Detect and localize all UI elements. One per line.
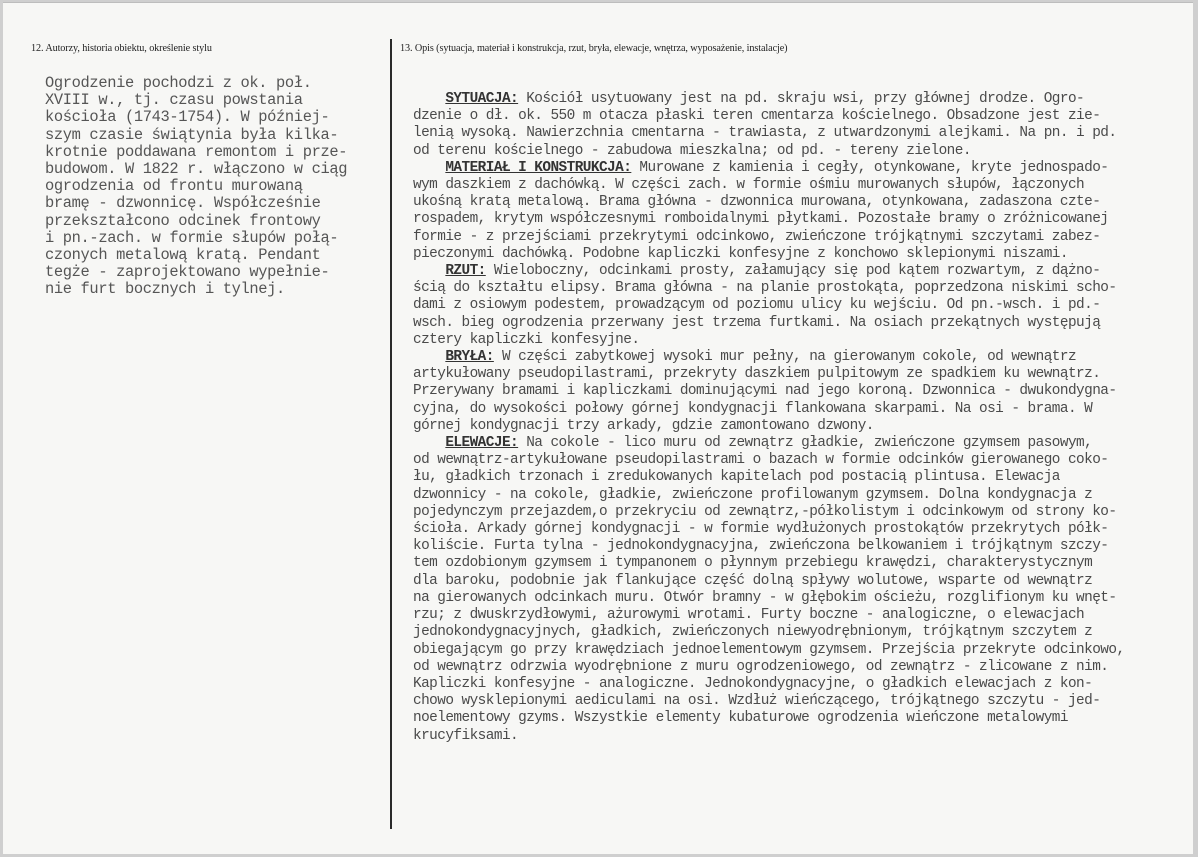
section-line [413,160,1173,177]
section-heading: SYTUACJA: [445,91,519,107]
section-line: na gierowanych odcinkach muru. Otwór bramny - w głębokim ościeżu, rozglifionym ku wnęt- [413,589,1117,606]
section-line [413,349,1173,366]
section-text: Murowane z kamienia i cegły, otynkowane, kryte jednospado- [631,159,1109,176]
section-line: od terenu kościelnego - zabudowa mieszkalna; od pd. - tereny zielone. [413,142,971,159]
section-line: wsch. bieg ogrodzenia przerwany jest trzema furtkami. Na osiach przekątnych występują [413,314,1101,331]
section-line: ścią do kształtu elipsy. Brama główna - na planie prostokąta, poprzedzona niskimi scho- [413,280,1117,297]
field-12-header: 12. Autorzy, historia obiektu, określenie stylu [31,43,212,54]
section-line: od wewnątrz-artykułowane pseudopilastrami o bazach w formie odcinków gierowanego coko- [413,452,1109,469]
section-line: rzu; z dwuskrzydłowymi, ażurowymi wrotami. Furty boczne - analogiczne, o elewacjach [413,607,1085,624]
history-line: XVIII w., tj. czasu powstania [45,91,303,110]
section-line: koliście. Furta tylna - jednokondygnacyjna, zwieńczona belkowaniem i trójkątnym szczy- [413,538,1109,555]
section-line [413,91,1173,108]
section-heading: ELEWACJE: [445,435,519,452]
section-line: krucyfiksami. [413,727,519,744]
section-line: dzwonnicy - na cokole, gładkie, zwieńczone profilowanym gzymsem. Dolna kondygnacja z [413,486,1093,503]
section-line: formie - z przejściami przekrytymi odcinkowo, zwieńczone trójkątnymi szczytami zabez- [413,228,1101,245]
history-line: tegże - zaprojektowano wypełnie- [45,263,330,282]
section-line: cztery kapliczki konfesyjne. [413,331,640,348]
section-line: noelementowy gzyms. Wszystkie elementy kubaturowe ogrodzenia wieńczone metalowymi [413,710,1068,727]
history-line: bramę - dzwonnicę. Współcześnie [45,194,321,213]
section-line: tem ozdobionym gzymsem i tympanonem o płynnym przebiegu krawędzi, charakterystycznym [413,555,1093,572]
section-elewacje [413,435,1173,745]
section-rzut [413,263,1173,349]
column-divider [390,39,392,829]
section-line: rospadem, krytym współczesnymi romboidalnymi płytkami. Pozostałe bramy o zróżnicowanej [413,211,1109,228]
history-line: przekształcono odcinek frontowy [45,211,321,230]
section-bryla [413,349,1173,435]
history-line: kościoła (1743-1754). W później- [45,108,330,127]
history-line: i pn.-zach. w formie słupów połą- [45,228,339,247]
section-line: dzenie o dł. ok. 550 m otacza płaski teren cmentarza kościelnego. Obsadzone jest zie- [413,108,1101,125]
section-line: Przerywany bramami i kapliczkami dominującymi nad jego koroną. Dzwonnica - dwukondygna- [413,383,1117,400]
section-material [413,160,1173,263]
section-line: ścioła. Arkady górnej kondygnacji - w formie wydłużonych prostokątów przekrytych półk- [413,521,1109,538]
section-line: Kapliczki konfesyjne - analogiczne. Jednokondygnacyjne, o gładkich elewacjach z kon- [413,675,1093,692]
section-heading: RZUT: [445,263,486,280]
section-text: W części zabytkowej wysoki mur pełny, na gierowanym cokole, od wewnątrz [493,349,1077,366]
section-line: łu, gładkich trzonach i zredukowanych kapitelach pod postacią plintusa. Elewacja [413,469,1060,486]
history-line: ogrodzenia od frontu murowaną [45,177,303,196]
section-line: ukośną kratą metalową. Brama główna - dzwonnica murowana, otynkowana, zadaszona czte- [413,194,1101,211]
history-line: szym czasie świątynia była kilka- [45,125,339,144]
section-line: chowo wysklepionymi aediculami na osi. Wzdłuż wieńczącego, trójkątnego szczytu - jed- [413,693,1101,710]
history-line: krotnie poddawana remontom i prze- [45,142,348,161]
section-line: obiegającym go przy krawędziach jednoelementowym gzymsem. Przejścia przekryte odcinkowo, [413,641,1125,658]
section-sytuacja [413,91,1173,160]
section-line: artykułowany pseudopilastrami, przekryty daszkiem pulpitowym ze spadkiem ku wewnątrz. [413,366,1101,383]
section-line: dami z osiowym podestem, prowadzącym od poziomu ulicy ku wejściu. Od pn.-wsch. i pd.- [413,297,1101,314]
section-line: lenią wysoką. Nawierzchnia cmentarna - trawiasta, z utwardzonymi alejkami. Na pn. i pd. [413,125,1117,142]
section-heading: MATERIAŁ I KONSTRUKCJA: [445,159,632,176]
section-line: pojedynczym przejazdem,o przekryciu od zewnątrz,-półkolistym i odcinkowym od strony ko- [413,503,1117,520]
section-heading: BRYŁA: [445,349,494,366]
section-line: górnej kondygnacji trzy arkady, gdzie zamontowano dzwony. [413,417,874,434]
history-line: Ogrodzenie pochodzi z ok. poł. [45,74,312,92]
section-line [413,435,1173,452]
description-text [413,91,1173,745]
form-card [3,2,1193,854]
section-line: pieczonymi dachówką. Podobne kapliczki konfesyjne z konchowo sklepionymi niszami. [413,245,1068,262]
section-line: wym daszkiem z dachówką. W części zach. w formie ośmiu murowanych słupów, łączonych [413,177,1085,194]
section-line: cyjna, do wysokości połowy górnej kondygnacji flankowana skarpami. Na osi - brama. W [413,400,1093,417]
history-line: czonych metalową kratą. Pendant [45,246,321,265]
section-text: Na cokole - lico muru od zewnątrz gładkie, zwieńczone gzymsem pasowym, [518,435,1093,452]
section-line: jednokondygnacyjnych, gładkich, zwieńczonych niewyodrębnionym, trójkątnym szczytem z [413,624,1093,641]
field-13-header: 13. Opis (sytuacja, materiał i konstrukcja, rzut, bryła, elewacje, wnętrza, wyposażenie, instalacje) [400,43,788,54]
section-line [413,263,1173,280]
section-text: Kościół usytuowany jest na pd. skraju wsi, przy głównej drodze. Ogro- [518,91,1085,107]
section-line: dla baroku, podobnie jak flankujące część dolną spływy wolutowe, wsparte od wewnątrz [413,572,1093,589]
history-text [45,75,385,299]
history-line: nie furt bocznych i tylnej. [45,280,285,299]
section-text: Wieloboczny, odcinkami prosty, załamujący się pod kątem rozwartym, z dążno- [485,263,1101,280]
history-line: budowom. W 1822 r. włączono w ciąg [45,160,348,179]
section-line: od wewnątrz odrzwia wyodrębnione z muru ogrodzeniowego, od zewnątrz - zlicowane z nim. [413,658,1109,675]
